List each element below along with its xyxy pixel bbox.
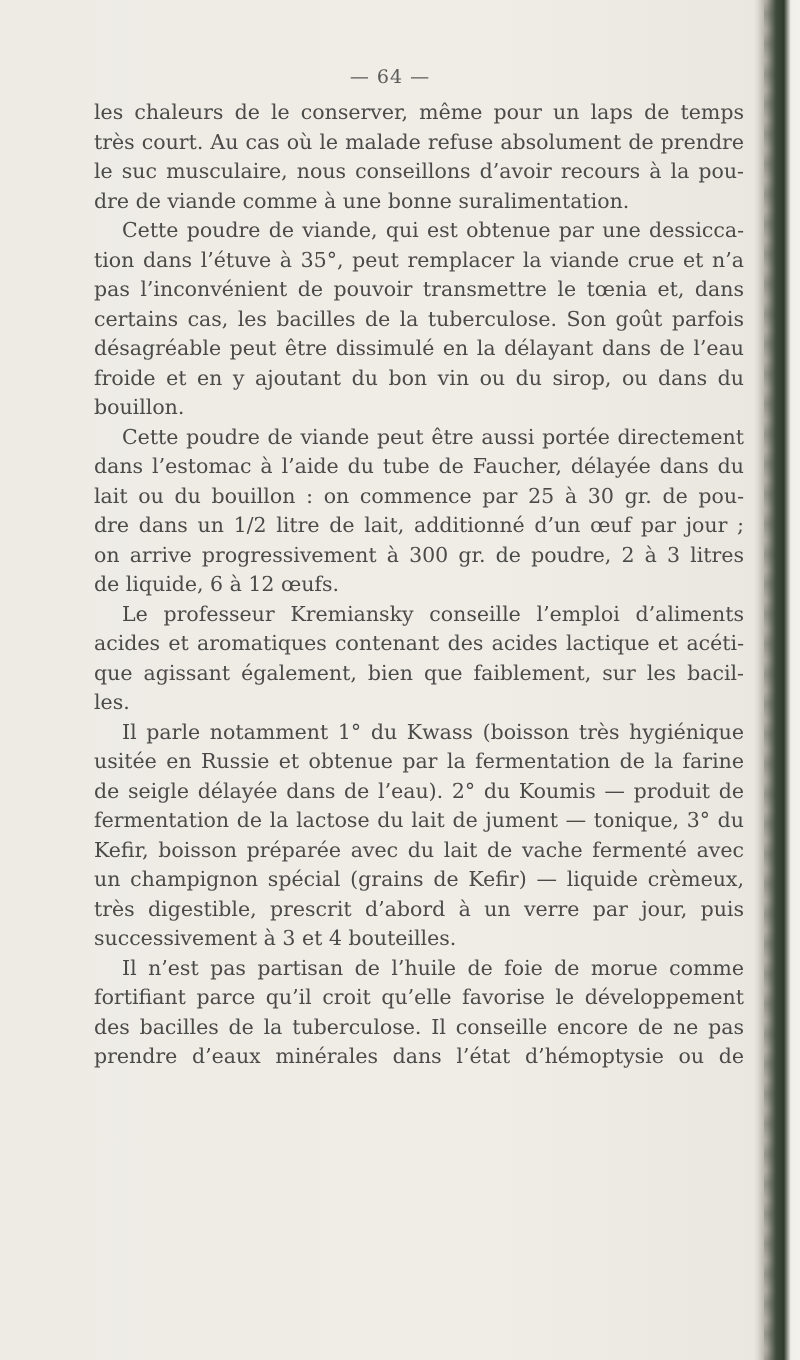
text-line: dre dans un 1/2 litre de lait, additionné d’un œuf par jour ; bbox=[94, 513, 744, 537]
text-line: on arrive progressivement à 300 gr. de poudre, 2 à 3 litres bbox=[94, 542, 744, 567]
text-line: pas l’inconvénient de pouvoir transmettre le tœnia et, dans bbox=[94, 277, 744, 301]
paragraph-start-line: Il n’est pas partisan de l’huile de foie de morue comme bbox=[122, 955, 744, 980]
text-line: de seigle délayée dans de l’eau). 2° du Koumis — produit de bbox=[94, 778, 744, 803]
text-line: successivement à 3 et 4 bouteilles. bbox=[94, 926, 457, 950]
text-line: très digestible, prescrit d’abord à un verre par jour, puis bbox=[94, 896, 744, 921]
text-line: Kefir, boisson préparée avec du lait de vache fermenté avec bbox=[94, 837, 744, 862]
text-line: froide et en y ajoutant du bon vin ou du sirop, ou dans du bbox=[94, 365, 744, 390]
text-line: tion dans l’étuve à 35°, peut remplacer la viande crue et n’a bbox=[94, 247, 744, 272]
text-line: des bacilles de la tuberculose. Il conseille encore de ne pas bbox=[94, 1014, 744, 1039]
body-text bbox=[94, 98, 744, 1072]
paragraph-start-line: Cette poudre de viande, qui est obtenue par une dessicca- bbox=[122, 218, 744, 242]
text-line: dre de viande comme à une bonne suralimentation. bbox=[94, 188, 630, 213]
text-line: que agissant également, bien que faiblement, sur les bacil- bbox=[94, 660, 744, 685]
text-line: les. bbox=[94, 690, 130, 714]
text-line: prendre d’eaux minérales dans l’état d’hémoptysie ou de bbox=[94, 1044, 744, 1068]
text-line: acides et aromatiques contenant des acides lactique et acéti- bbox=[94, 631, 744, 655]
text-line: bouillon. bbox=[94, 395, 185, 419]
paragraph-start-line: Il parle notamment 1° du Kwass (boisson très hygiénique bbox=[122, 719, 744, 744]
text-line: fortifiant parce qu’il croit qu’elle favorise le développement bbox=[94, 985, 744, 1009]
text-line: les chaleurs de le conserver, même pour un laps de temps bbox=[94, 100, 744, 124]
text-line: très court. Au cas où le malade refuse absolument de prendre bbox=[94, 129, 744, 154]
text-line: certains cas, les bacilles de la tuberculose. Son goût parfois bbox=[94, 306, 744, 331]
text-line: un champignon spécial (grains de Kefir) — liquide crèmeux, bbox=[94, 867, 744, 891]
text-line: fermentation de la lactose du lait de jument — tonique, 3° du bbox=[94, 808, 744, 832]
text-line: lait ou du bouillon : on commence par 25 à 30 gr. de pou- bbox=[94, 483, 744, 508]
book-binding-edge bbox=[754, 0, 800, 1360]
paragraph-start-line: Le professeur Kremiansky conseille l’emploi d’aliments bbox=[122, 601, 744, 626]
text-line: désagréable peut être dissimulé en la délayant dans de l’eau bbox=[94, 336, 744, 360]
text-line: le suc musculaire, nous conseillons d’avoir recours à la pou- bbox=[94, 159, 744, 183]
page-number: — 64 — bbox=[349, 66, 431, 88]
paragraph-start-line: Cette poudre de viande peut être aussi portée directement bbox=[122, 424, 744, 449]
text-line: de liquide, 6 à 12 œufs. bbox=[94, 572, 340, 596]
text-line: dans l’estomac à l’aide du tube de Faucher, délayée dans du bbox=[94, 454, 744, 478]
text-line: usitée en Russie et obtenue par la fermentation de la farine bbox=[94, 749, 744, 773]
